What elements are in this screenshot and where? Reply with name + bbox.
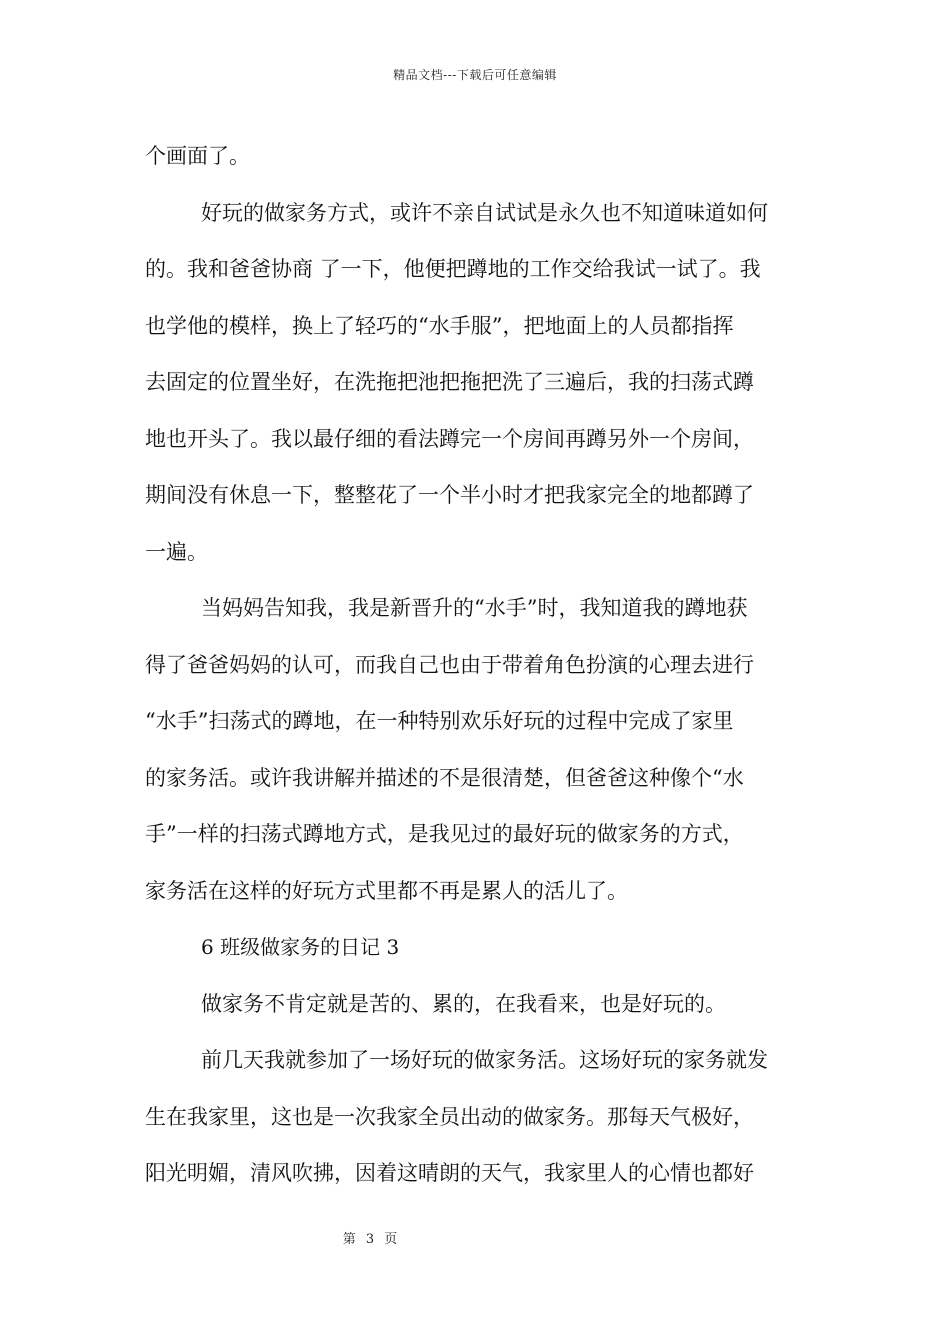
text-line: 做家务不肯定就是苦的、累的，在我看来，也是好玩的。: [201, 991, 726, 1016]
text-line: 一遍。: [145, 539, 208, 564]
text-line: 阳光明媚，清风吹拂，因着这晴朗的天气，我家里人的心情也都好: [145, 1161, 754, 1185]
text-line: 前几天我就参加了一场好玩的做家务活。这场好玩的家务就发: [201, 1048, 768, 1072]
section-heading: 6 班级做家务的日记 3: [201, 935, 400, 959]
page-label-prefix: 第: [342, 1232, 356, 1247]
text-line: 期间没有休息一下，整整花了一个半小时才把我家完全的地都蹲了: [145, 483, 754, 507]
text-line: 的家务活。或许我讲解并描述的不是很清楚，但爸爸这种像个“水: [145, 765, 744, 790]
text-line: 也学他的模样，换上了轻巧的“水手服”，把地面上的人员都指挥: [145, 313, 734, 338]
text-line: 地也开头了。我以最仔细的看法蹲完一个房间再蹲另外一个房间，: [145, 426, 754, 451]
text-line: 的。我和爸爸协商 了一下，他便把蹲地的工作交给我试一试了。我: [145, 257, 761, 281]
text-line: 手”一样的扫荡式蹲地方式，是我见过的最好玩的做家务的方式，: [145, 822, 744, 846]
text-line: 生在我家里，这也是一次我家全员出动的做家务。那每天气极好，: [145, 1104, 754, 1129]
text-line: 去固定的位置坐好，在洗拖把池把拖把洗了三遍后，我的扫荡式蹲: [145, 370, 754, 394]
page-label-suffix: 页: [384, 1232, 398, 1247]
page-number: 3: [365, 1232, 375, 1247]
text-line: 当妈妈告知我，我是新晋升的“水手”时，我知道我的蹲地获: [201, 596, 748, 620]
text-line: 好玩的做家务方式，或许不亲自试试是永久也不知道味道如何: [201, 200, 768, 225]
text-line: “水手”扫荡式的蹲地，在一种特别欢乐好玩的过程中完成了家里: [145, 709, 734, 733]
text-line: 家务活在这样的好玩方式里都不再是累人的活儿了。: [145, 878, 628, 903]
text-line: 得了爸爸妈妈的认可，而我自己也由于带着角色扮演的心理去进行: [145, 652, 754, 677]
page-header: 精品文档---下载后可任意编辑: [393, 68, 557, 82]
document-body: [145, 128, 805, 1202]
text-line: 个画面了。: [145, 144, 250, 168]
page-footer: [0, 1228, 740, 1247]
